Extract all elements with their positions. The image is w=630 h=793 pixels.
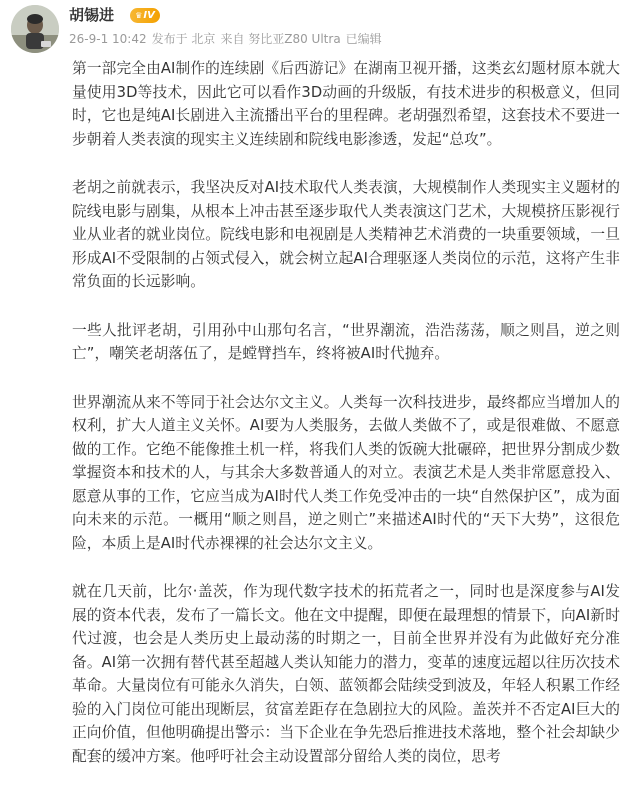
level-badge[interactable]	[130, 8, 160, 23]
post-paragraph: 一些人批评老胡，引用孙中山那句名言，“世界潮流，浩浩荡荡，顺之则昌，逆之则亡”，嘲笑老胡落伍了，是螳臂挡车，终将被AI时代抛弃。	[72, 321, 620, 362]
edited-label[interactable]: 已编辑	[345, 32, 382, 46]
post-header	[0, 0, 630, 60]
post-meta	[69, 31, 387, 47]
post-time[interactable]: 26-9-1 10:42	[69, 32, 147, 46]
post-location: 发布于 北京	[151, 32, 216, 46]
author-name[interactable]: 胡锡进	[69, 6, 115, 24]
post-paragraph: 世界潮流从来不等同于社会达尔文主义。人类每一次科技进步，最终都应当增加人的权利，扩大人道主义关怀。AI要为人类服务，去做人类做不了，或是很难做、不愿意做的工作。它绝不能像推土机一样，将我们人类的饭碗大批碾碎，把世界分割成少数掌握资本和技术的人，与其余大多数普通人的对立。表演艺术是人类非常愿意投入、愿意从事的工作，它应当成为AI时代人类工作免受冲击的一块“自然保护区”，成为面向未来的示范。一概用“顺之则昌，逆之则亡”来描述AI时代的“天下大势”，这很危险，本质上是AI时代赤裸裸的社会达尔文主义。	[72, 393, 620, 552]
post-content	[72, 57, 620, 793]
post-device: 来自 努比亚Z80 Ultra	[220, 32, 341, 46]
post-paragraph: 第一部完全由AI制作的连续剧《后西游记》在湖南卫视开播，这类玄幻题材原本就大量使用3D等技术，因此它可以看作3D动画的升级版，有技术进步的积极意义，但同时，它也是纯AI长剧进入主流播出平台的里程碑。老胡强烈希望，这套技术不要进一步朝着人类表演的现实主义连续剧和院线电影渗透，发起“总攻”。	[72, 60, 620, 148]
post-paragraph: 就在几天前，比尔·盖茨，作为现代数字技术的拓荒者之一，同时也是深度参与AI发展的资本代表，发布了一篇长文。他在文中提醒，即便在最理想的情景下，向AI新时代过渡，也会是人类历史上最动荡的时期之一，目前全世界并没有为此做好充分准备。AI第一次拥有替代甚至超越人类认知能力的潜力，变革的速度远超以往历次技术革命。大量岗位有可能永久消失，白领、蓝领都会陆续受到波及，年轻人积累工作经验的入门岗位可能出现断层，贫富差距存在急剧拉大的风险。盖茨并不否定AI巨大的正向价值，但他明确提出警示：当下企业在争先恐后推进技术落地，整个社会却缺少配套的缓冲方案。他呼吁社会主动设置部分留给人类的岗位，思考	[72, 583, 620, 765]
avatar-image	[11, 5, 59, 53]
avatar[interactable]	[11, 5, 59, 53]
post-paragraph: 老胡之前就表示，我坚决反对AI技术取代人类表演，大规模制作人类现实主义题材的院线电影与剧集，从根本上冲击甚至逐步取代人类表演这门艺术，大规模挤压影视行业从业者的就业岗位。院线电影和电视剧是人类精神艺术消费的一块重要领域，一旦形成AI不受限制的占领式侵入，就会树立起AI合理驱逐人类岗位的示范，这将产生非常负面的长远影响。	[72, 179, 620, 290]
level-badge-text: IV	[143, 10, 155, 21]
crown-icon: ♛	[135, 11, 143, 20]
